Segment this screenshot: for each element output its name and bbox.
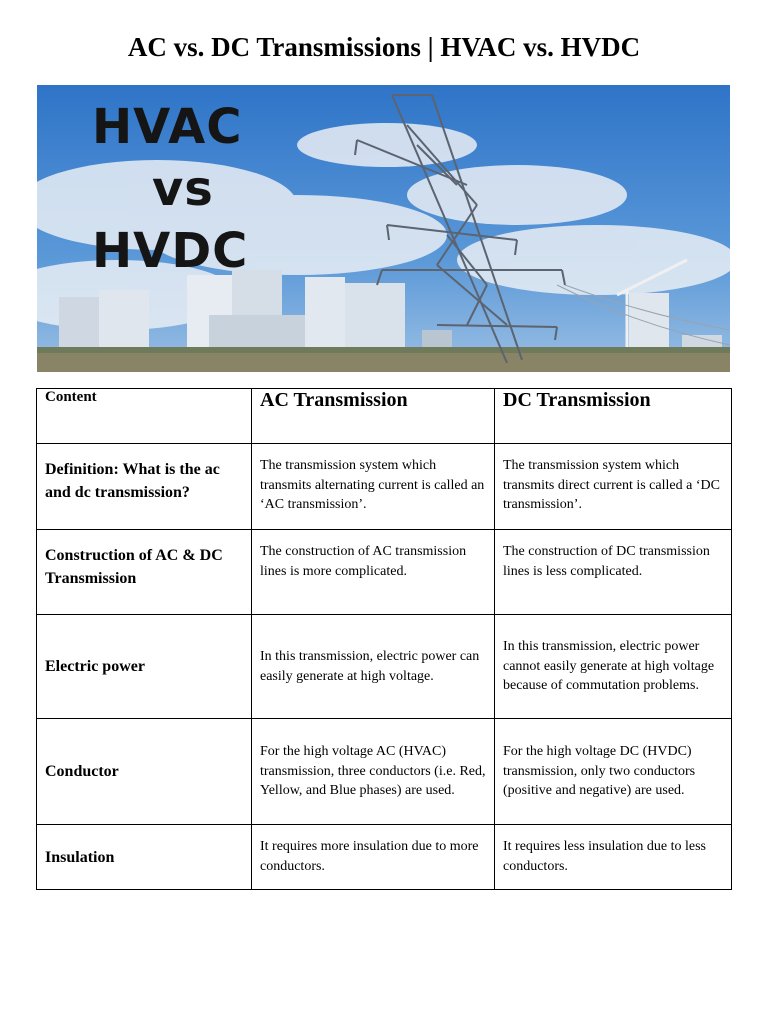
table-header-row [37, 389, 732, 444]
banner-line-vs: vs [152, 161, 214, 217]
header-ac-transmission: AC Transmission [252, 389, 495, 444]
cell-ac-conductor: For the high voltage AC (HVAC) transmission, three conductors (i.e. Red, Yellow, and Blue phases) are used. [252, 719, 495, 825]
banner-line-hvac: HVAC [92, 99, 243, 155]
banner-image [37, 85, 730, 372]
row-label-insulation: Insulation [37, 825, 252, 890]
table-row [37, 444, 732, 530]
cell-ac-construction: The construction of AC transmission lines is more complicated. [252, 530, 495, 615]
cell-dc-definition: The transmission system which transmits direct current is called a ‘DC transmission’. [495, 444, 732, 530]
table-row [37, 530, 732, 615]
cell-dc-conductor: For the high voltage DC (HVDC) transmission, only two conductors (positive and negative) are used. [495, 719, 732, 825]
cell-ac-insulation: It requires more insulation due to more conductors. [252, 825, 495, 890]
cell-ac-electric-power: In this transmission, electric power can easily generate at high voltage. [252, 615, 495, 719]
row-label-electric-power: Electric power [37, 615, 252, 719]
row-label-conductor: Conductor [37, 719, 252, 825]
table-row [37, 615, 732, 719]
cell-dc-insulation: It requires less insulation due to less conductors. [495, 825, 732, 890]
cell-dc-construction: The construction of DC transmission lines is less complicated. [495, 530, 732, 615]
page-title: AC vs. DC Transmissions | HVAC vs. HVDC [127, 32, 641, 62]
comparison-table [36, 388, 732, 890]
header-dc-transmission: DC Transmission [495, 389, 732, 444]
row-label-construction: Construction of AC & DC Transmission [37, 530, 252, 615]
header-content: Content [37, 389, 252, 444]
banner-line-hvdc: HVDC [92, 223, 249, 279]
table-row [37, 719, 732, 825]
cell-dc-electric-power: In this transmission, electric power cannot easily generate at high voltage because of commutation problems. [495, 615, 732, 719]
table-row [37, 825, 732, 890]
cell-ac-definition: The transmission system which transmits alternating current is called an ‘AC transmission’. [252, 444, 495, 530]
row-label-definition: Definition: What is the ac and dc transmission? [37, 444, 252, 530]
